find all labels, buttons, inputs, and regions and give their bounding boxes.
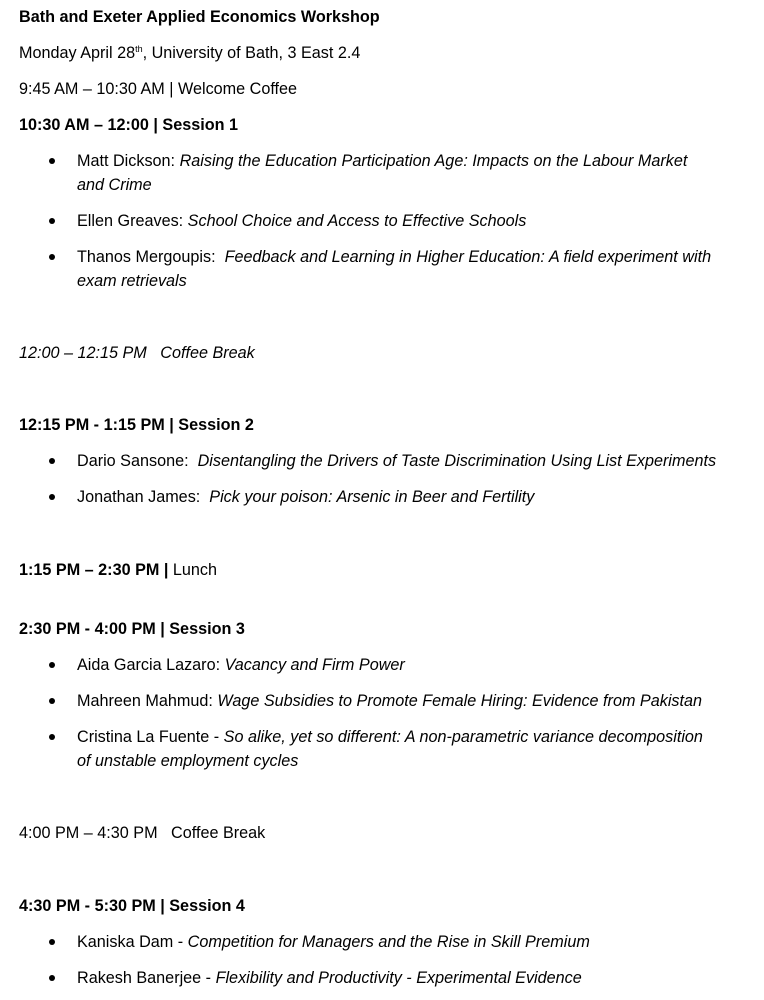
bullet-icon <box>49 254 55 260</box>
paper-title: Pick your poison: Arsenic in Beer and Fertility <box>209 488 535 506</box>
paper-title: Vacancy and Firm Power <box>224 656 405 674</box>
paper-title: Flexibility and Productivity - Experimental Evidence <box>215 969 582 987</box>
list-item <box>77 485 752 509</box>
speaker-name: Cristina La Fuente - <box>77 728 224 746</box>
list-item <box>77 653 752 677</box>
paper-title: Wage Subsidies to Promote Female Hiring: Evidence from Pakistan <box>217 692 703 710</box>
bullet-icon <box>49 975 55 981</box>
date-location-line <box>19 41 360 65</box>
paper-title-continued: and Crime <box>77 176 152 194</box>
date-day: Monday April 28 <box>19 44 136 62</box>
speaker-name: Jonathan James: <box>77 488 210 506</box>
speaker-name: Mahreen Mahmud: <box>77 692 218 710</box>
bullet-icon <box>49 939 55 945</box>
speaker-name: Kaniska Dam - <box>77 933 188 951</box>
paper-title-continued: exam retrievals <box>77 272 187 290</box>
list-item <box>77 449 752 473</box>
bullet-icon <box>49 698 55 704</box>
paper-title: Competition for Managers and the Rise in Skill Premium <box>187 933 590 951</box>
speaker-name: Thanos Mergoupis: <box>77 248 225 266</box>
session-3-header: 2:30 PM - 4:00 PM | Session 3 <box>19 620 245 638</box>
bullet-icon <box>49 494 55 500</box>
list-item <box>77 725 752 773</box>
lunch-time: 1:15 PM – 2:30 PM | <box>19 561 169 579</box>
coffee-break-2: 4:00 PM – 4:30 PM Coffee Break <box>19 824 266 842</box>
coffee-break-1: 12:00 – 12:15 PM Coffee Break <box>19 344 255 362</box>
bullet-icon <box>49 734 55 740</box>
list-item <box>77 245 752 293</box>
page-title: Bath and Exeter Applied Economics Workshop <box>19 8 380 26</box>
bullet-icon <box>49 458 55 464</box>
list-item <box>77 149 752 197</box>
date-ordinal: th <box>135 44 143 54</box>
date-venue: , University of Bath, 3 East 2.4 <box>142 44 361 62</box>
speaker-name: Ellen Greaves: <box>77 212 188 230</box>
list-item <box>77 209 752 233</box>
bullet-icon <box>49 158 55 164</box>
speaker-name: Aida Garcia Lazaro: <box>77 656 225 674</box>
paper-title-continued: of unstable employment cycles <box>77 752 299 770</box>
lunch-label: Lunch <box>168 561 217 579</box>
session-1-header: 10:30 AM – 12:00 | Session 1 <box>19 116 238 134</box>
bullet-icon <box>49 662 55 668</box>
speaker-name: Matt Dickson: <box>77 152 180 170</box>
session-2-header: 12:15 PM - 1:15 PM | Session 2 <box>19 416 254 434</box>
paper-title: School Choice and Access to Effective Schools <box>187 212 527 230</box>
paper-title: Raising the Education Participation Age: Impacts on the Labour Market <box>179 152 688 170</box>
session-4-header: 4:30 PM - 5:30 PM | Session 4 <box>19 897 245 915</box>
paper-title: Feedback and Learning in Higher Education: A field experiment with <box>224 248 712 266</box>
paper-title: So alike, yet so different: A non-parametric variance decomposition <box>223 728 703 746</box>
list-item <box>77 689 752 713</box>
list-item <box>77 930 752 954</box>
speaker-name: Dario Sansone: <box>77 452 198 470</box>
paper-title: Disentangling the Drivers of Taste Discrimination Using List Experiments <box>197 452 717 470</box>
welcome-coffee-line: 9:45 AM – 10:30 AM | Welcome Coffee <box>19 80 298 98</box>
lunch-line <box>19 558 217 582</box>
bullet-icon <box>49 218 55 224</box>
list-item <box>77 966 752 990</box>
speaker-name: Rakesh Banerjee - <box>77 969 216 987</box>
